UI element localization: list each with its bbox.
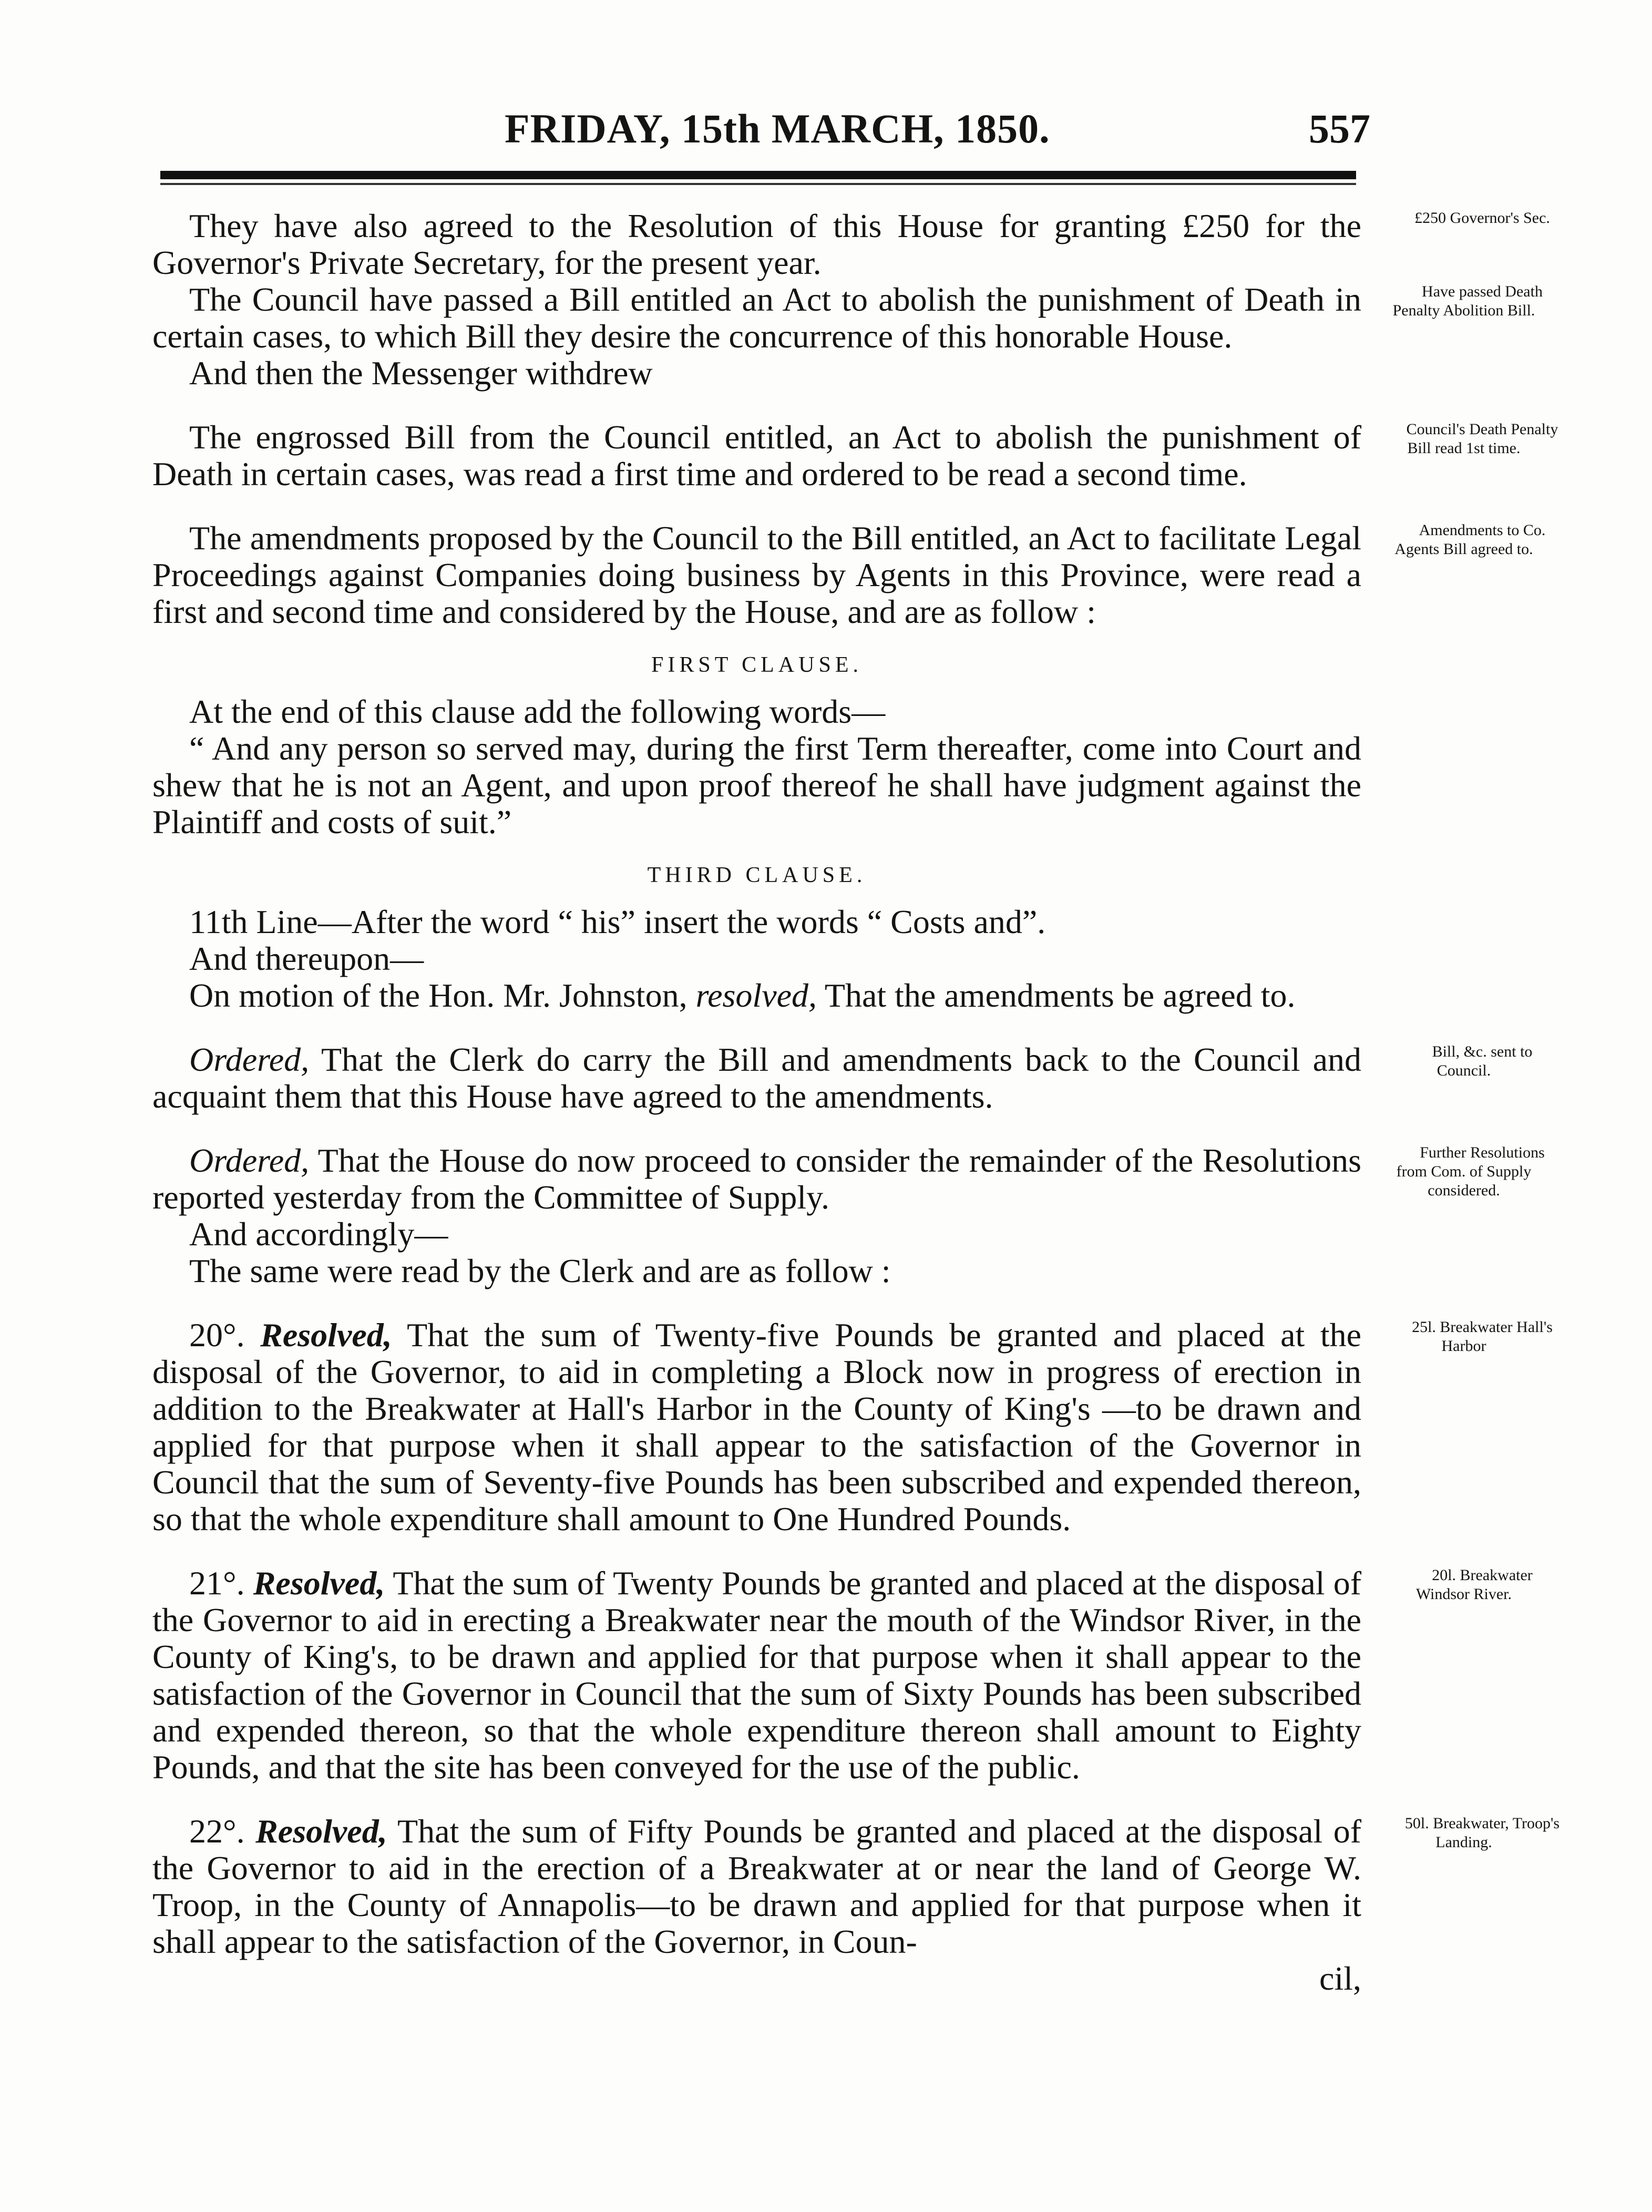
resolution-text: That the sum of Fifty Pounds be granted and placed at the disposal of the Governor to aid in the erection of a Breakwater at or near the land of George W. Troop, in the County of Annapolis—to be drawn and applied for that purpose when it shall appear to the satisfaction of the Governor, in Coun- [152,1812,1362,1960]
paragraph-thereupon: And thereupon— [189,940,424,977]
paragraph-clause-quote: “ And any person so served may, during the first Term thereafter, come into Court and shew that he is not an Agent, and upon proof thereof he shall have judgment against the Plaintiff and costs of suit.” [152,730,1361,841]
marginal-note-death-penalty-bill: Have passed Death Penalty Abolition Bill. [1392,283,1543,319]
paragraph-accordingly: And accordingly— [189,1215,448,1253]
resolution-number: 21°. [189,1564,245,1602]
main-text-column [152,207,1560,1997]
ordered-label: Ordered, [189,1041,310,1078]
resolved-label: Resolved, [255,1812,387,1850]
page-header-title: FRIDAY, 15th MARCH, 1850. [505,106,1050,151]
paragraph-eleventh-line: 11th Line—After the word “ his” insert the words “ Costs and”. [189,903,1046,940]
paragraph-ordered-clerk [152,1041,1533,1115]
marginal-note-further-resolutions: Further Resolutions from Com. of Supply considered. [1396,1144,1545,1199]
resolution-text: That the sum of Twenty Pounds be granted and placed at the disposal of the Governor to aid in erecting a Breakwater near the mouth of the Windsor River, in the County of King's, to be drawn and applied for that purpose when it shall appear to the satisfaction of the Governor in Council that the sum of Sixty Pounds has been subscribed and expended thereon, so that the whole expenditure thereon shall amount to Eighty Pounds, and that the site has been conveyed for the use of the public. [152,1564,1362,1786]
marginal-note-governor-sec: £250 Governor's Sec. [1414,209,1550,227]
resolution-22 [152,1812,1560,1960]
catchword: cil, [1319,1960,1361,1997]
resolution-number: 20°. [189,1316,245,1354]
paragraph-text: On motion of the Hon. Mr. Johnston, [189,977,688,1014]
resolved-label: Resolved, [253,1564,385,1602]
marginal-note-bill-sent: Bill, &c. sent to Council. [1432,1043,1533,1079]
resolution-20 [152,1316,1553,1538]
header-rule-thick [160,171,1356,179]
paragraph-text: The engrossed Bill from the Council entitled, an Act to abolish the punishment of Death in certain cases, was read a first time and ordered to be read a second time. [152,418,1361,493]
paragraph-clause-instruction: At the end of this clause add the following words— [189,693,886,730]
first-clause-heading: FIRST CLAUSE. [651,653,863,677]
paragraph-text: The amendments proposed by the Council to the Bill entitled, an Act to facilitate Legal Proceedings against Companies doing business by Agents in this Province, were read a first and second time and considered by the House, and are as follow : [152,519,1361,630]
paragraph-council-bill [152,281,1543,355]
paragraph-ordered-house [152,1142,1545,1216]
resolution-text: That the sum of Twenty-five Pounds be granted and placed at the disposal of the Governor, to aid in completing a Block now in progress of erection in addition to the Breakwater at Hall's Harbor in the County of King's —to be drawn and applied for that purpose when it shall appear to the satisfaction of the Governor in Council that the sum of Seventy-five Pounds has been subscribed and expended thereon, so that the whole expenditure shall amount to One Hundred Pounds. [152,1316,1362,1538]
ordered-label: Ordered, [189,1142,310,1179]
header-rule-thin [160,183,1356,185]
resolved-label: resolved, [695,977,817,1014]
resolution-21 [152,1564,1533,1786]
resolved-label: Resolved, [260,1316,392,1354]
paragraph-messenger-withdrew: And then the Messenger withdrew [189,354,653,392]
page-number: 557 [1309,106,1370,151]
paragraph-text: That the amendments be agreed to. [824,977,1296,1014]
third-clause-heading: THIRD CLAUSE. [647,863,867,887]
marginal-note-halls-harbor: 25l. Breakwater Hall's Harbor [1412,1318,1553,1355]
marginal-note-troops-landing: 50l. Breakwater, Troop's Landing. [1404,1815,1560,1851]
resolution-number: 22°. [189,1812,245,1850]
paragraph-governor-secretary [152,207,1550,281]
paragraph-motion-johnston [152,977,1361,1014]
paragraph-engrossed-bill [152,418,1558,493]
paragraph-text: That the House do now proceed to consider the remainder of the Resolutions reported yesterday from the Committee of Supply. [152,1142,1362,1216]
paragraph-text: The Council have passed a Bill entitled an Act to abolish the punishment of Death in certain cases, to which Bill they desire the concurrence of this honorable House. [152,281,1361,355]
paragraph-text: That the Clerk do carry the Bill and amendments back to the Council and acquaint them that this House have agreed to the amendments. [152,1041,1362,1115]
marginal-note-first-reading: Council's Death Penalty Bill read 1st time. [1406,421,1558,457]
paragraph-text: They have also agreed to the Resolution of this House for granting £250 for the Governor's Private Secretary, for the present year. [152,207,1361,281]
paragraph-read-by-clerk: The same were read by the Clerk and are as follow : [189,1252,891,1289]
marginal-note-amendments: Amendments to Co. Agents Bill agreed to. [1394,521,1546,558]
marginal-note-windsor-river: 20l. Breakwater Windsor River. [1415,1566,1533,1603]
paragraph-amendments [152,519,1546,630]
